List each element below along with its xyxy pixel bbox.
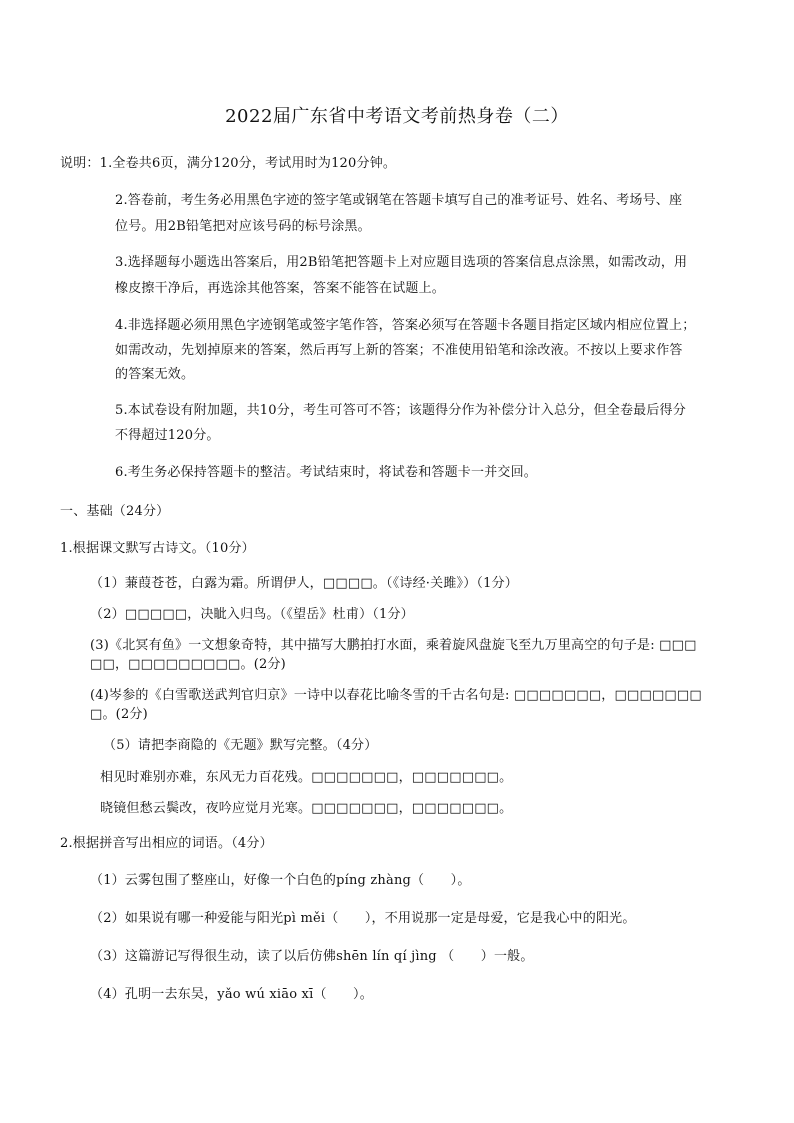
instruction-line-6: 6.考生务必保持答题卡的整洁。考试结束时，将试卷和答题卡一并交回。 bbox=[115, 465, 538, 480]
question-1-part-1: （1）蒹葭苍苍，白露为霜。所谓伊人，□□□□。（《诗经·关雎》）（1分） bbox=[90, 576, 519, 591]
question-1-heading: 1.根据课文默写古诗文。（10分） bbox=[60, 541, 255, 556]
question-1-part-3b: □□，□□□□□□□□□。(2分) bbox=[90, 657, 286, 672]
question-2-heading: 2.根据拼音写出相应的词语。（4分） bbox=[60, 836, 273, 851]
question-1-part-4b: □。(2分) bbox=[90, 707, 148, 722]
question-1-part-5: （5）请把李商隐的《无题》默写完整。（4分） bbox=[103, 738, 378, 753]
page-title: 2022届广东省中考语文考前热身卷（二） bbox=[225, 106, 569, 127]
question-2-part-3: （3）这篇游记写得很生动，读了以后仿佛shēn lín qí jìng （ ）一般。 bbox=[90, 949, 534, 964]
section-heading: 一、基础（24分） bbox=[60, 504, 170, 519]
instruction-line-4c: 的答案无效。 bbox=[115, 367, 195, 382]
question-2-part-2: （2）如果说有哪一种爱能与阳光pì měi（ ），不用说那一定是母爱，它是我心中的阳光。 bbox=[90, 911, 636, 926]
instruction-line-4a: 4.非选择题必须用黑色字迹钢笔或签字笔作答，答案必须写在答题卡各题目指定区域内相应位置上； bbox=[115, 318, 696, 333]
instruction-line-4b: 如需改动，先划掉原来的答案，然后再写上新的答案；不准使用铅笔和涂改液。不按以上要求作答 bbox=[115, 343, 683, 358]
poem-line-1: 相见时难别亦难，东风无力百花残。□□□□□□□，□□□□□□□。 bbox=[100, 770, 513, 785]
question-2-part-4: （4）孔明一去东吴，yǎo wú xiāo xī（ ）。 bbox=[90, 987, 373, 1002]
instruction-line-3a: 3.选择题每小题选出答案后，用2B铅笔把答题卡上对应题目选项的答案信息点涂黑，如需改动，用 bbox=[115, 255, 688, 270]
question-2-part-1: （1）云雾包围了整座山，好像一个白色的píng zhàng（ ）。 bbox=[90, 873, 471, 888]
question-1-part-3a: (3)《北冥有鱼》一文想象奇特，其中描写大鹏拍打水面，乘着旋风盘旋飞至九万里高空的句子是: □□□ bbox=[90, 638, 697, 653]
instruction-line-5a: 5.本试卷设有附加题，共10分，考生可答可不答；该题得分作为补偿分计入总分，但全卷最后得分 bbox=[115, 403, 686, 418]
instruction-line-5b: 不得超过120分。 bbox=[115, 428, 220, 443]
poem-line-2: 晓镜但愁云鬓改，夜吟应觉月光寒。□□□□□□□，□□□□□□□。 bbox=[100, 801, 513, 816]
instruction-line-1: 说明：1.全卷共6页，满分120分，考试用时为120分钟。 bbox=[60, 156, 397, 171]
instruction-line-3b: 橡皮擦干净后，再选涂其他答案，答案不能答在试题上。 bbox=[115, 281, 446, 296]
instruction-line-2b: 位号。用2B铅笔把对应该号码的标号涂黑。 bbox=[115, 219, 371, 234]
question-1-part-4a: (4)岑参的《白雪歌送武判官归京》一诗中以春花比喻冬雪的千古名句是: □□□□□□□，□□□□□□□ bbox=[90, 688, 702, 703]
question-1-part-2: （2）□□□□□，决眦入归鸟。（《望岳》杜甫）（1分） bbox=[90, 607, 414, 622]
instruction-line-2a: 2.答卷前，考生务必用黑色字迹的签字笔或钢笔在答题卡填写自己的准考证号、姓名、考场号、座 bbox=[115, 193, 683, 208]
